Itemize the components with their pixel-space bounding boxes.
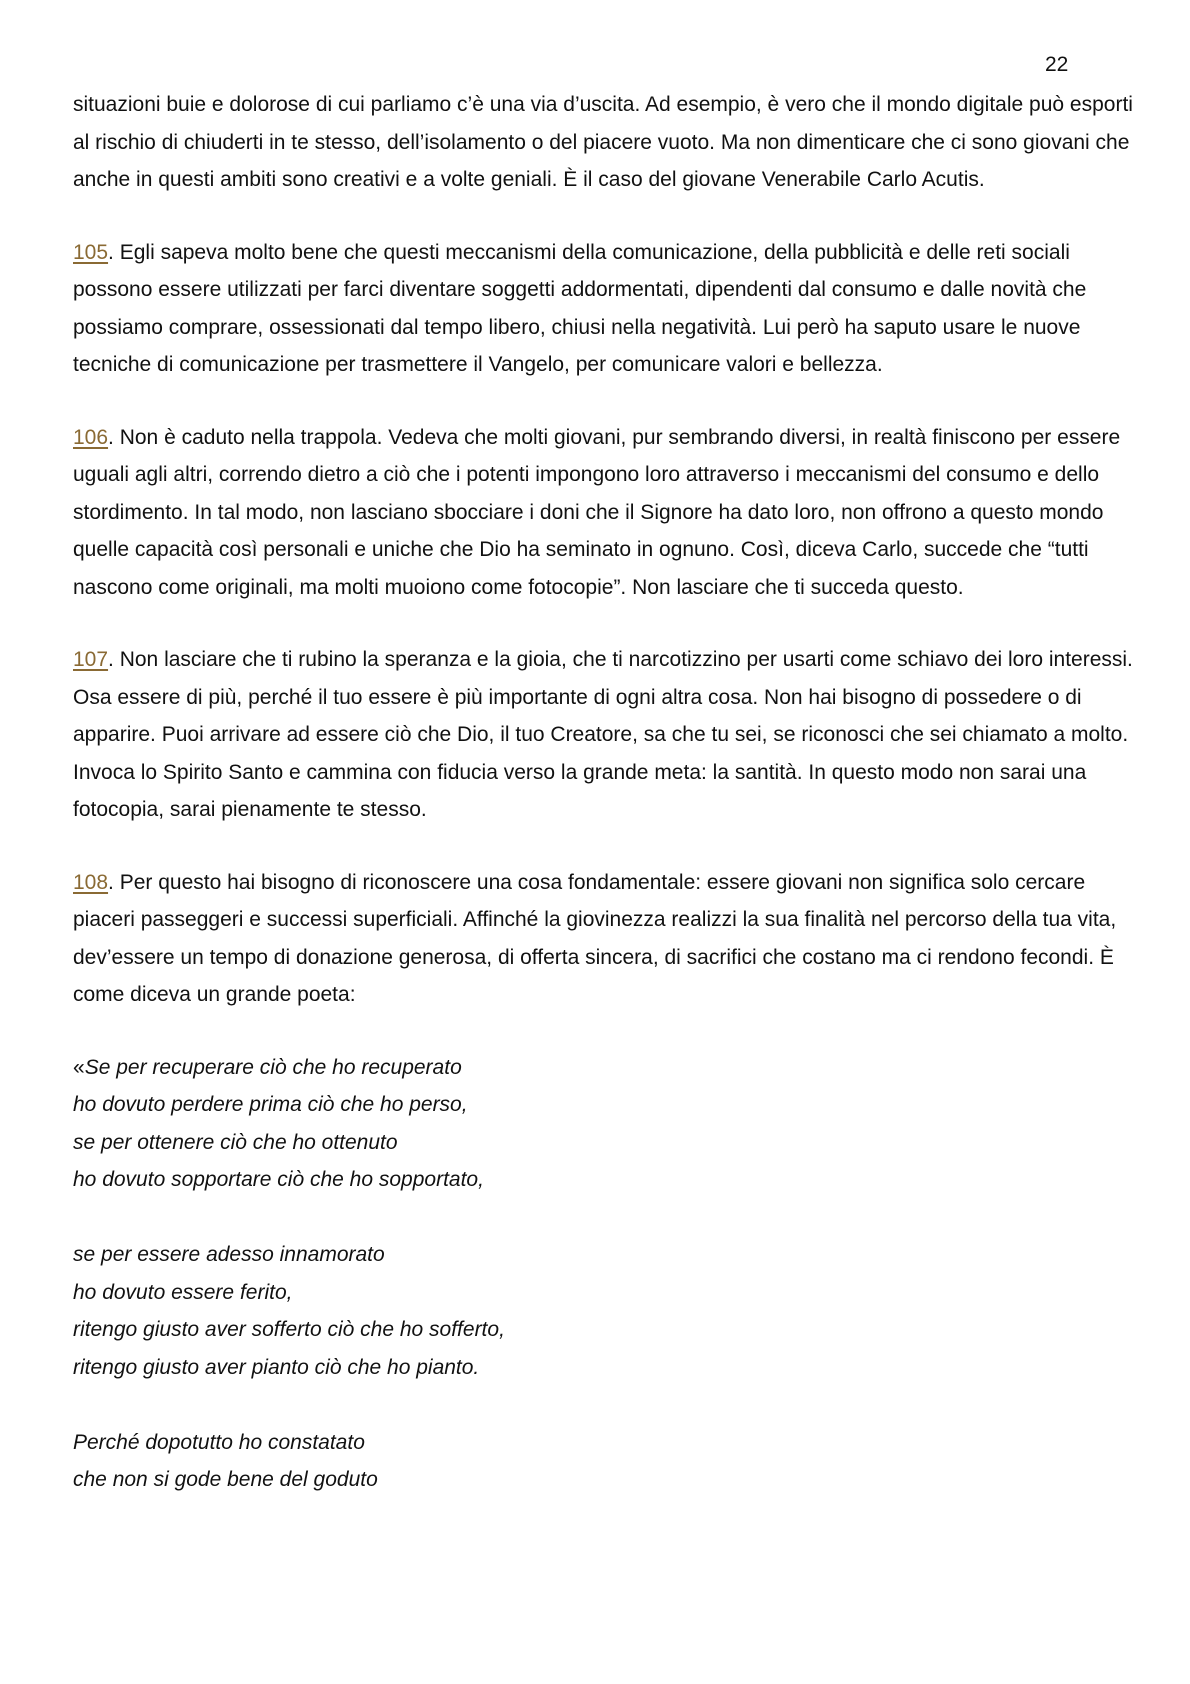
poem-line: ritengo giusto aver sofferto ciò che ho sofferto,	[73, 1318, 505, 1341]
paragraph-text: situazioni buie e dolorose di cui parliamo c’è una via d’uscita. Ad esempio, è vero che il mondo digitale può esporti al rischio di chiuderti in te stesso, dell’isolamento o del piacere vuoto. Ma non dimenticare che ci sono giovani che anche in questi ambiti sono creativi e a volte geniali. È il caso del giovane Venerabile Carlo Acutis.	[73, 93, 1133, 191]
open-quote-mark: «	[73, 1055, 85, 1079]
paragraph-number-link-107[interactable]: 107	[73, 648, 109, 671]
paragraph-text: . Egli sapeva molto bene che questi meccanismi della comunicazione, della pubblicità e delle reti sociali possono essere utilizzati per farci diventare soggetti addormentati, dipendenti dal consumo e dalle novità che possiamo comprare, ossessionati dal tempo libero, chiusi nella negatività. Lui però ha saputo usare le nuove tecniche di comunicazione per trasmettere il Vangelo, per comunicare valori e bellezza.	[73, 240, 1087, 376]
poem-line: ho dovuto sopportare ciò che ho sopportato,	[73, 1168, 484, 1191]
poem-stanza-2	[73, 1236, 1133, 1386]
poem-line: ho dovuto perdere prima ciò che ho perso,	[73, 1093, 468, 1116]
paragraph-108	[73, 864, 1133, 1014]
document-body	[73, 86, 1133, 1536]
paragraph-107	[73, 641, 1133, 829]
paragraph-105	[73, 234, 1133, 384]
paragraph-continuation	[73, 86, 1133, 199]
poem-line	[73, 1049, 1133, 1087]
paragraph-106	[73, 419, 1133, 607]
paragraph-text: . Non è caduto nella trappola. Vedeva che molti giovani, pur sembrando diversi, in realtà finiscono per essere uguali agli altri, correndo dietro a ciò che i potenti impongono loro attraverso i meccanismi del consumo e dello stordimento. In tal modo, non lasciano sbocciare i doni che il Signore ha dato loro, non offrono a questo mondo quelle capacità così personali e uniche che Dio ha seminato in ognuno. Così, diceva Carlo, succede che “tutti nascono come originali, ma molti muoiono come fotocopie”. Non lasciare che ti succeda questo.	[73, 425, 1121, 599]
paragraph-text: . Per questo hai bisogno di riconoscere una cosa fondamentale: essere giovani non significa solo cercare piaceri passeggeri e successi superficiali. Affinché la giovinezza realizzi la sua finalità nel percorso della tua vita, dev’essere un tempo di donazione generosa, di offerta sincera, di sacrifici che costano ma ci rendono fecondi. È come diceva un grande poeta:	[73, 870, 1117, 1006]
poem-line: ho dovuto essere ferito,	[73, 1280, 293, 1304]
paragraph-text: . Non lasciare che ti rubino la speranza e la gioia, che ti narcotizzino per usarti come schiavo dei loro interessi. Osa essere di più, perché il tuo essere è più importante di ogni altra cosa. Non hai bisogno di possedere o di apparire. Puoi arrivare ad essere ciò che Dio, il tuo Creatore, sa che tu sei, se riconosci che sei chiamato a molto. Invoca lo Spirito Santo e cammina con fiducia verso la grande meta: la santità. In questo modo non sarai una fotocopia, sarai pienamente te stesso.	[73, 648, 1133, 821]
poem-line: che non si gode bene del goduto	[73, 1468, 378, 1491]
paragraph-number-link-106[interactable]: 106	[73, 425, 109, 449]
paragraph-number-link-108[interactable]: 108	[73, 870, 109, 894]
paragraph-number-link-105[interactable]: 105	[73, 240, 109, 264]
poem-line: ritengo giusto aver pianto ciò che ho pianto.	[73, 1355, 480, 1379]
page-number: 22	[1045, 53, 1069, 76]
poem-line-text: Se per recuperare ciò che ho recuperato	[84, 1055, 462, 1079]
poem-line: se per essere adesso innamorato	[73, 1243, 385, 1266]
poem-stanza-1	[73, 1049, 1133, 1199]
poem-quote	[73, 1049, 1133, 1499]
poem-line: se per ottenere ciò che ho ottenuto	[73, 1130, 398, 1154]
poem-line: Perché dopotutto ho constatato	[73, 1430, 365, 1454]
poem-stanza-3	[73, 1424, 1133, 1499]
